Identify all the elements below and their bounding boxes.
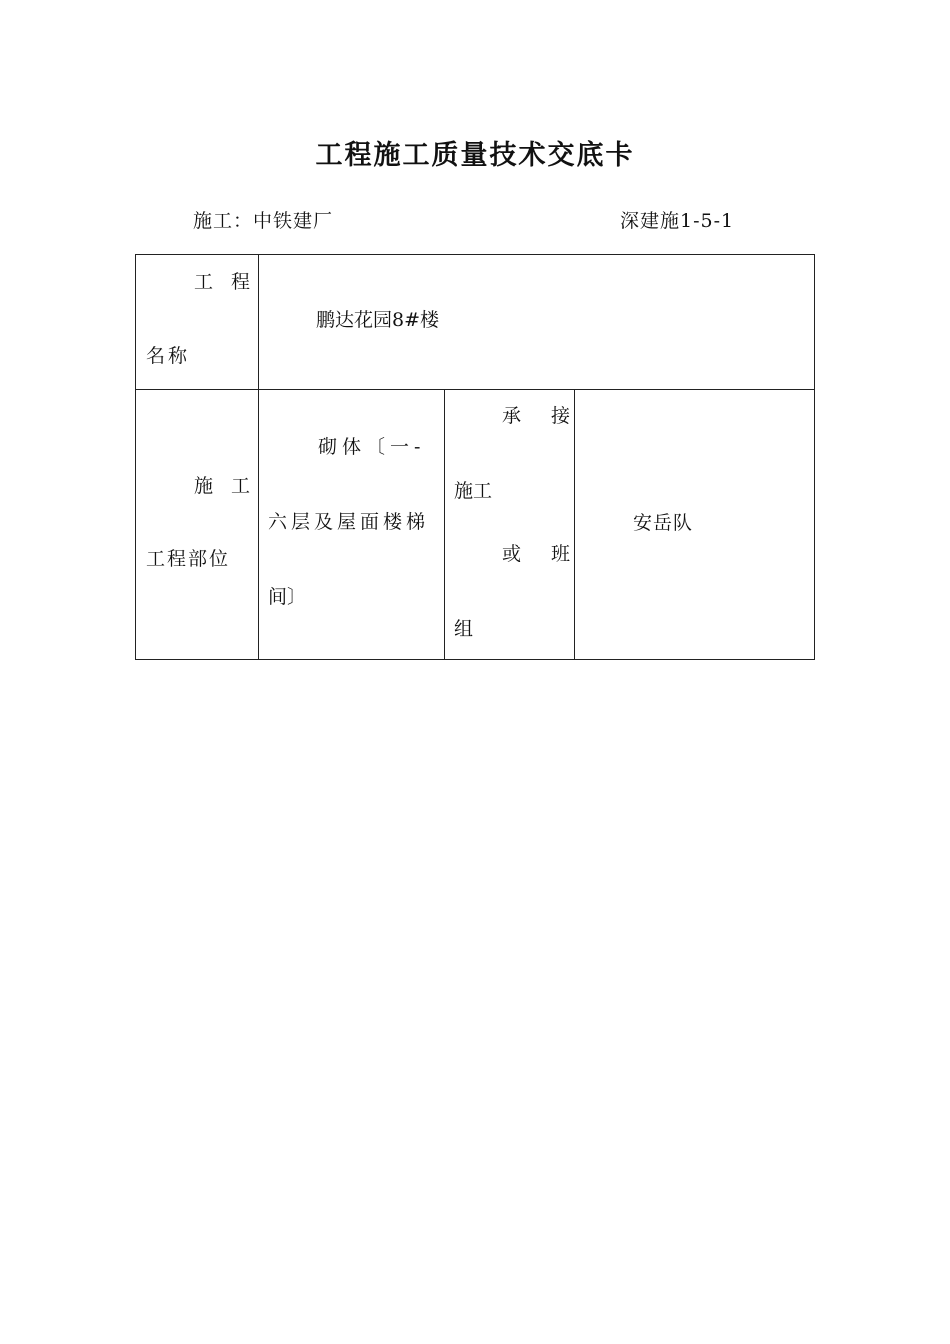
- team-label-line3: 或 班: [502, 543, 583, 565]
- construction-part-line1: 砌体〔一-: [318, 436, 426, 458]
- project-name-label-line1: 工 程: [194, 271, 257, 293]
- project-name-label-line2: 名称: [146, 345, 191, 367]
- team-label-line2: 施工: [454, 480, 493, 502]
- table-divider-col3: [574, 389, 575, 659]
- team-label-line1: 承 接: [502, 405, 583, 427]
- construction-part-label-line2: 工程部位: [146, 548, 231, 570]
- table-divider-col2: [444, 389, 445, 659]
- construction-part-line2: 六层及屋面楼梯: [268, 511, 430, 533]
- table-divider-col1: [258, 255, 259, 659]
- disclosure-table: [135, 254, 815, 660]
- team-label-line4: 组: [454, 618, 474, 640]
- project-name-value: 鹏达花园8#楼: [316, 309, 440, 331]
- construction-part-line3: 间〕: [268, 586, 307, 608]
- contractor-text: 施工：中铁建厂: [193, 210, 334, 232]
- table-divider-row: [136, 389, 814, 390]
- form-code-text: 深建施1-5-1: [620, 210, 735, 232]
- team-value: 安岳队: [633, 512, 694, 534]
- document-title: 工程施工质量技术交底卡: [315, 140, 635, 171]
- construction-part-label-line1: 施 工: [194, 475, 257, 497]
